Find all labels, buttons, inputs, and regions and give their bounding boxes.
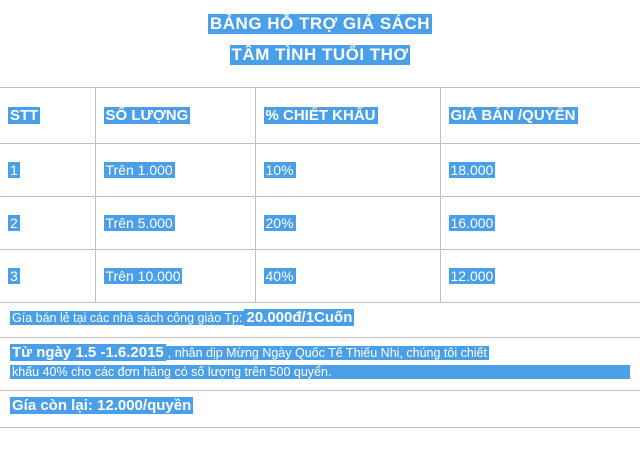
cell-giaban (440, 143, 640, 196)
table-header-row (0, 88, 640, 143)
cell-text-stt: 3 (10, 267, 18, 284)
cell-text-giaban: 18.000 (450, 161, 494, 178)
cell-soluong (95, 249, 255, 302)
note-retail-price (0, 303, 640, 338)
sheet-empty-area (0, 428, 640, 455)
title-line-2-text: TÂM TÌNH TUỔI THƠ (231, 45, 409, 64)
price-support-table (0, 88, 640, 303)
table-row (0, 196, 640, 249)
cell-text-giaban: 16.000 (450, 214, 494, 231)
cell-stt (0, 196, 95, 249)
cell-giaban (440, 196, 640, 249)
header-label-chietkhau: % CHIẾT KHẤU (265, 106, 376, 124)
header-label-stt: STT (10, 106, 39, 124)
cell-text-soluong: Trên 1.000 (105, 161, 173, 178)
cell-soluong (95, 143, 255, 196)
promo-date: Từ ngày 1.5 -1.6.2015 (12, 344, 164, 361)
cell-stt (0, 249, 95, 302)
cell-soluong (95, 196, 255, 249)
cell-text-soluong: Trên 5.000 (105, 214, 173, 231)
cell-text-chietkhau: 40% (265, 267, 294, 284)
note-promotion (0, 338, 640, 391)
header-cell-soluong (95, 88, 255, 143)
cell-text-soluong: Trên 10.000 (105, 267, 181, 284)
cell-text-giaban: 12.000 (450, 267, 494, 284)
promo-text-line-2: khấu 40% cho các đơn hàng có số lượng trên 500 quyển. (10, 365, 630, 379)
retail-price-label: Gía bán lẻ tại các nhà sách công giáo Tp: (12, 311, 243, 325)
title-line-1 (0, 14, 640, 34)
cell-chietkhau (255, 196, 440, 249)
cell-text-stt: 1 (10, 161, 18, 178)
cell-text-chietkhau: 10% (265, 161, 294, 178)
header-cell-stt (0, 88, 95, 143)
notes-section (0, 303, 640, 428)
cell-chietkhau (255, 143, 440, 196)
cell-chietkhau (255, 249, 440, 302)
title-block (0, 0, 640, 88)
header-label-giaban: GIÁ BÁN /QUYỂN (450, 106, 576, 124)
promo-text-line-1: , nhân dịp Mừng Ngày Quốc Tế Thiếu Nhi, chúng tôi chiết (167, 346, 487, 360)
table-row (0, 143, 640, 196)
cell-stt (0, 143, 95, 196)
retail-price-value: 20.000đ/1Cuốn (246, 309, 353, 326)
title-line-1-text: BẢNG HỖ TRỢ GIÁ SÁCH (209, 14, 430, 33)
final-price-text: Gía còn lại: 12.000/quyền (12, 397, 192, 414)
header-cell-giaban (440, 88, 640, 143)
cell-text-chietkhau: 20% (265, 214, 294, 231)
table-row (0, 249, 640, 302)
header-cell-chietkhau (255, 88, 440, 143)
title-line-2 (0, 45, 640, 65)
note-final-price (0, 391, 640, 428)
header-label-soluong: SỐ LƯỢNG (105, 106, 189, 124)
cell-text-stt: 2 (10, 214, 18, 231)
cell-giaban (440, 249, 640, 302)
